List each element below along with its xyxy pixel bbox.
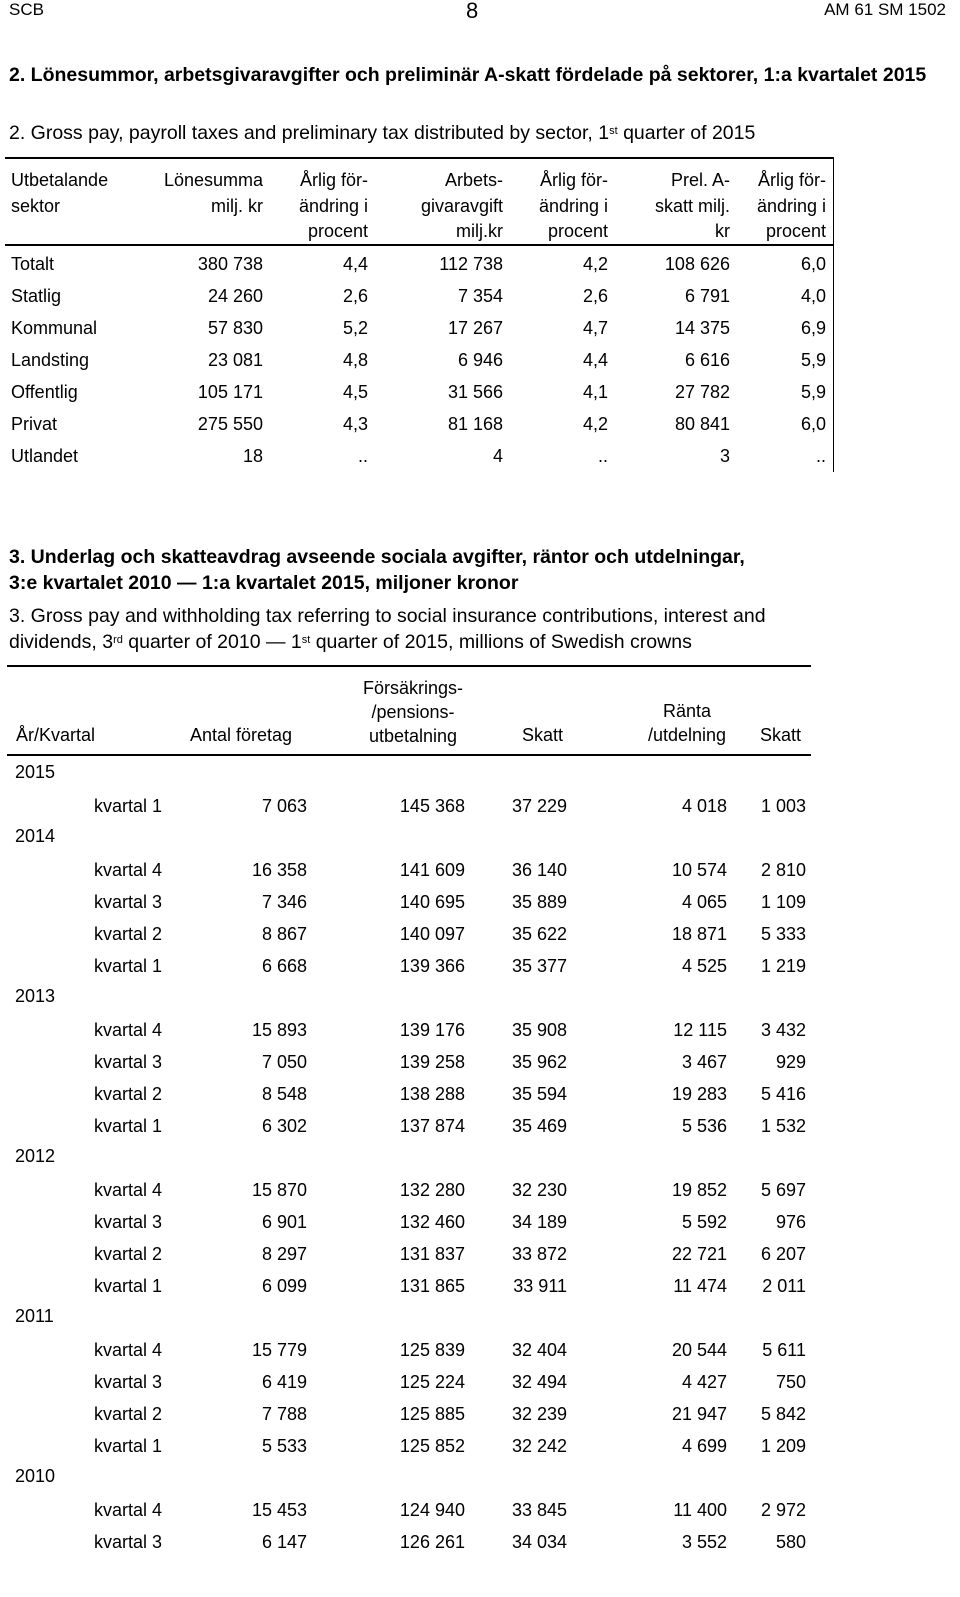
- table1-right-border: [833, 157, 834, 472]
- table1-cell: 4: [492, 446, 503, 466]
- table2-cell: 2 011: [762, 1276, 806, 1296]
- table2-cell: 20 544: [671, 1340, 727, 1360]
- table1-row-label: Utlandet: [11, 446, 79, 466]
- table1-cell: 4,1: [582, 382, 608, 402]
- table1-column-header: procent: [307, 221, 368, 241]
- table2-cell: 137 874: [399, 1116, 465, 1136]
- table2-cell: 34 034: [511, 1532, 567, 1552]
- table1-column-header: procent: [765, 221, 826, 241]
- table2-quarter-label: kvartal 2: [94, 1244, 163, 1264]
- table2-header-tax: Skatt: [522, 725, 564, 745]
- table1-cell: 3: [719, 446, 730, 466]
- table2-cell: 32 494: [511, 1372, 567, 1392]
- table2-cell: 140 097: [399, 924, 465, 944]
- table2-cell: 125 224: [399, 1372, 465, 1392]
- table2-cell: 10 574: [671, 860, 727, 880]
- table2-cell: 32 230: [511, 1180, 567, 1200]
- table1-column-header: Arbets-: [444, 170, 503, 190]
- table2-cell: 6 147: [261, 1532, 307, 1552]
- table2-cell: 5 611: [762, 1340, 806, 1360]
- table2-cell: 7 788: [261, 1404, 307, 1424]
- table2-header-interest: /utdelning: [647, 725, 727, 745]
- table1-cell: 5,9: [800, 350, 826, 370]
- table2-cell: 580: [775, 1532, 806, 1552]
- table1-cell: 380 738: [197, 254, 263, 274]
- table2-cell: 15 870: [251, 1180, 307, 1200]
- table2-quarter-label: kvartal 1: [94, 796, 163, 816]
- table2-cell: 140 695: [399, 892, 465, 912]
- table1-cell: 105 171: [197, 382, 263, 402]
- section3-title-en-2: dividends, 3rd quarter of 2010 — 1st quarter of 2015, millions of Swedish crowns: [9, 631, 692, 653]
- table1-cell: 275 550: [197, 414, 263, 434]
- table1-cell: 4,2: [582, 254, 608, 274]
- table2-cell: 7 063: [261, 796, 307, 816]
- table2-cell: 7 346: [261, 892, 307, 912]
- section2-title-en: 2. Gross pay, payroll taxes and preliminary tax distributed by sector, 1st quarter of 2015: [9, 122, 756, 144]
- table1-cell: 4,3: [342, 414, 368, 434]
- table1-cell: 112 738: [439, 254, 503, 274]
- table1-cell: 6 946: [457, 350, 503, 370]
- section2-title-sv: 2. Lönesummor, arbetsgivaravgifter och preliminär A-skatt fördelade på sektorer, 1:a kvartalet 2015: [9, 64, 927, 86]
- table1-column-header: milj.kr: [456, 221, 503, 241]
- table2-cell: 32 242: [511, 1436, 567, 1456]
- table1-row-label: Statlig: [11, 286, 62, 306]
- header-right: AM 61 SM 1502: [824, 0, 946, 19]
- table2-cell: 2 972: [760, 1500, 806, 1520]
- table2-cell: 6 207: [760, 1244, 806, 1264]
- table1-column-header: ändring i: [538, 195, 608, 216]
- table2-cell: 3 467: [681, 1052, 727, 1072]
- table1-column-header: ändring i: [298, 195, 368, 216]
- table2-quarter-label: kvartal 3: [94, 1212, 163, 1232]
- table2-cell: 11 400: [673, 1500, 727, 1520]
- table2-cell: 1 219: [760, 956, 806, 976]
- table1-row-label: Privat: [11, 414, 58, 434]
- table2-cell: 1 109: [760, 892, 806, 912]
- table1-column-header: Lönesumma: [163, 170, 263, 190]
- table2-cell: 125 885: [399, 1404, 465, 1424]
- table2-cell: 8 548: [261, 1084, 307, 1104]
- table2-cell: 34 189: [511, 1212, 567, 1232]
- table1-column-header: procent: [547, 221, 608, 241]
- table1-column-header: skatt milj.: [654, 195, 730, 216]
- table2-cell: 125 852: [399, 1436, 465, 1456]
- table2-cell: 1 532: [760, 1116, 806, 1136]
- table2-header-year: År/Kvartal: [16, 725, 96, 745]
- table1-top-rule: [5, 157, 833, 159]
- table2-quarter-label: kvartal 4: [94, 1500, 163, 1520]
- table2-quarter-label: kvartal 2: [94, 1404, 163, 1424]
- table2-quarter-label: kvartal 1: [94, 1436, 163, 1456]
- table1-column-header: sektor: [11, 195, 61, 216]
- table2-cell: 5 697: [760, 1180, 806, 1200]
- table2-cell: 750: [775, 1372, 806, 1392]
- table2-quarter-label: kvartal 2: [94, 1084, 163, 1104]
- table2-year-label: 2011: [15, 1306, 54, 1326]
- table2-cell: 4 699: [681, 1436, 727, 1456]
- table1-cell: 4,4: [342, 254, 368, 274]
- table2-cell: 8 297: [261, 1244, 307, 1264]
- table2-header-insurance: utbetalning: [368, 726, 458, 746]
- table1-column-header: kr: [715, 221, 730, 241]
- table2-cell: 132 460: [399, 1212, 465, 1232]
- table2-quarter-label: kvartal 4: [94, 1340, 163, 1360]
- table1-cell: 57 830: [207, 318, 263, 338]
- section3-title-en-1: 3. Gross pay and withholding tax referring to social insurance contributions, interest and: [9, 605, 766, 627]
- table2-cell: 35 594: [511, 1084, 567, 1104]
- table2-cell: 35 962: [511, 1052, 567, 1072]
- table2-cell: 35 908: [511, 1020, 567, 1040]
- table2-quarter-label: kvartal 4: [94, 860, 163, 880]
- table2-cell: 36 140: [511, 860, 567, 880]
- table2-header-insurance: /pensions-: [371, 702, 455, 722]
- table1-cell: 80 841: [674, 414, 730, 434]
- header-left: SCB: [9, 0, 44, 19]
- table2-cell: 6 099: [261, 1276, 307, 1296]
- table1-header-rule: [5, 244, 833, 246]
- table2-cell: 19 283: [671, 1084, 727, 1104]
- table1-cell: 4,2: [582, 414, 608, 434]
- section3-title-sv-1: 3. Underlag och skatteavdrag avseende sociala avgifter, räntor och utdelningar,: [9, 546, 745, 568]
- table1-column-header: givaravgift: [420, 195, 503, 216]
- table2-year-label: 2010: [15, 1466, 56, 1486]
- table1-cell: 14 375: [674, 318, 730, 338]
- table1-cell: 2,6: [582, 286, 608, 306]
- table2-cell: 139 366: [399, 956, 465, 976]
- table2-header-tax: Skatt: [760, 725, 802, 745]
- table2-cell: 4 525: [681, 956, 727, 976]
- table1-cell: 18: [242, 446, 263, 466]
- table1-cell: 24 260: [207, 286, 263, 306]
- table2-cell: 139 258: [399, 1052, 465, 1072]
- table2-header-insurance: Försäkrings-: [362, 678, 464, 698]
- table2-cell: 5 416: [760, 1084, 806, 1104]
- table2-cell: 139 176: [399, 1020, 465, 1040]
- table2-cell: 3 552: [681, 1532, 727, 1552]
- table2-cell: 1 209: [760, 1436, 806, 1456]
- table1-cell: 4,8: [342, 350, 368, 370]
- table2-cell: 16 358: [251, 860, 307, 880]
- table2-header-rule: [7, 754, 811, 756]
- table2-quarter-label: kvartal 1: [94, 1276, 163, 1296]
- table1-cell: ..: [597, 446, 608, 466]
- table2-cell: 131 837: [399, 1244, 465, 1264]
- table2-quarter-label: kvartal 3: [94, 1052, 163, 1072]
- table2-cell: 7 050: [261, 1052, 307, 1072]
- table2-cell: 5 842: [760, 1404, 806, 1424]
- table2-year-label: 2012: [15, 1146, 56, 1166]
- table2-cell: 8 867: [261, 924, 307, 944]
- table1-cell: 5,2: [342, 318, 368, 338]
- page-number: 8: [466, 0, 479, 23]
- table2-cell: 124 940: [399, 1500, 465, 1520]
- table2-cell: 35 469: [511, 1116, 567, 1136]
- table1-cell: 31 566: [447, 382, 503, 402]
- table2-cell: 3 432: [760, 1020, 806, 1040]
- table1-cell: 6 616: [684, 350, 730, 370]
- table2-cell: 132 280: [399, 1180, 465, 1200]
- table2-quarter-label: kvartal 1: [94, 956, 163, 976]
- section3-title-sv-2: 3:e kvartalet 2010 — 1:a kvartalet 2015, miljoner kronor: [9, 572, 519, 594]
- table2-cell: 33 872: [511, 1244, 567, 1264]
- table1-row-label: Kommunal: [11, 318, 98, 338]
- table2-cell: 4 427: [681, 1372, 727, 1392]
- table2-cell: 11 474: [673, 1276, 727, 1296]
- table1-row-label: Offentlig: [11, 382, 78, 402]
- table1-cell: 2,6: [342, 286, 368, 306]
- table2-cell: 6 901: [261, 1212, 307, 1232]
- table2-cell: 5 592: [681, 1212, 727, 1232]
- table2-header-interest: Ränta: [662, 701, 712, 721]
- table2-cell: 35 622: [511, 924, 567, 944]
- table1-cell: 4,5: [342, 382, 368, 402]
- table1-cell: ..: [815, 446, 826, 466]
- table2-quarter-label: kvartal 2: [94, 924, 163, 944]
- table1-cell: 6,0: [800, 414, 826, 434]
- table2-quarter-label: kvartal 1: [94, 1116, 163, 1136]
- table2-cell: 6 419: [261, 1372, 307, 1392]
- table1-column-header: milj. kr: [211, 195, 263, 216]
- table1-column-header: Utbetalande: [11, 170, 109, 190]
- table2-cell: 6 668: [261, 956, 307, 976]
- table2-cell: 21 947: [671, 1404, 727, 1424]
- table1-cell: ..: [357, 446, 368, 466]
- table2-cell: 15 893: [251, 1020, 307, 1040]
- table1-cell: 4,7: [582, 318, 608, 338]
- table2-cell: 32 404: [511, 1340, 567, 1360]
- table1-column-header: Årlig för-: [299, 170, 368, 190]
- table1-cell: 4,0: [800, 286, 826, 306]
- table2-cell: 5 333: [760, 924, 806, 944]
- table1-cell: 27 782: [674, 382, 730, 402]
- table2-cell: 19 852: [671, 1180, 727, 1200]
- table1-cell: 5,9: [800, 382, 826, 402]
- table2-cell: 4 018: [681, 796, 727, 816]
- table2-cell: 4 065: [681, 892, 727, 912]
- table2-cell: 126 261: [399, 1532, 465, 1552]
- table1-cell: 6,0: [800, 254, 826, 274]
- table1-column-header: Prel. A-: [670, 170, 730, 190]
- table2-cell: 141 609: [399, 860, 465, 880]
- table1-column-header: Årlig för-: [757, 170, 826, 190]
- table1-cell: 23 081: [207, 350, 263, 370]
- table2-cell: 5 533: [261, 1436, 307, 1456]
- table2-cell: 12 115: [673, 1020, 727, 1040]
- table2-quarter-label: kvartal 3: [94, 892, 163, 912]
- table2-cell: 35 377: [511, 956, 567, 976]
- table2-cell: 6 302: [261, 1116, 307, 1136]
- table2-cell: 15 453: [251, 1500, 307, 1520]
- table2-cell: 125 839: [399, 1340, 465, 1360]
- table2-top-rule: [7, 665, 811, 667]
- table2-cell: 33 911: [513, 1276, 567, 1296]
- table2-cell: 37 229: [511, 796, 567, 816]
- table2-cell: 145 368: [399, 796, 465, 816]
- table2-cell: 131 865: [399, 1276, 465, 1296]
- table1-cell: 4,4: [582, 350, 608, 370]
- table2-cell: 1 003: [760, 796, 806, 816]
- table1-cell: 17 267: [447, 318, 503, 338]
- table1-row-label: Landsting: [11, 350, 90, 370]
- table1-cell: 7 354: [457, 286, 503, 306]
- table2-cell: 22 721: [671, 1244, 727, 1264]
- table2-cell: 18 871: [671, 924, 727, 944]
- table2-cell: 2 810: [760, 860, 806, 880]
- table2-quarter-label: kvartal 3: [94, 1372, 163, 1392]
- table2-cell: 33 845: [511, 1500, 567, 1520]
- table2-quarter-label: kvartal 3: [94, 1532, 163, 1552]
- table2-cell: 15 779: [251, 1340, 307, 1360]
- table2-cell: 138 288: [399, 1084, 465, 1104]
- table2-cell: 32 239: [511, 1404, 567, 1424]
- table2-header-companies: Antal företag: [190, 725, 293, 745]
- table2-year-label: 2014: [15, 826, 56, 846]
- table1-cell: 6 791: [684, 286, 730, 306]
- table2-quarter-label: kvartal 4: [94, 1020, 163, 1040]
- table2-cell: 976: [775, 1212, 806, 1232]
- table1-cell: 6,9: [800, 318, 826, 338]
- table1-cell: 108 626: [664, 254, 730, 274]
- table2-quarter-label: kvartal 4: [94, 1180, 163, 1200]
- table2-year-label: 2013: [15, 986, 56, 1006]
- table2-cell: 5 536: [681, 1116, 727, 1136]
- table2-year-label: 2015: [15, 762, 56, 782]
- table2-cell: 929: [775, 1052, 806, 1072]
- table1-cell: 81 168: [447, 414, 503, 434]
- table2-cell: 35 889: [511, 892, 567, 912]
- table1-column-header: ändring i: [756, 195, 826, 216]
- table1-column-header: Årlig för-: [539, 170, 608, 190]
- table1-row-label: Totalt: [11, 254, 55, 274]
